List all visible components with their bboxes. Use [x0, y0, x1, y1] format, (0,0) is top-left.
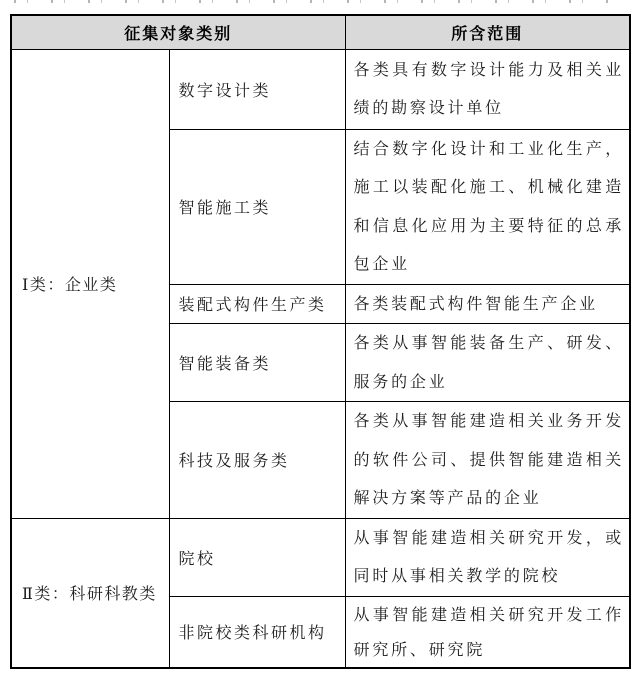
category-cell: 院校	[169, 518, 345, 596]
cutoff-text-remnant	[14, 0, 614, 3]
table-row	[11, 49, 630, 129]
scope-cell: 各类从事智能建造相关业务开发的软件公司、提供智能建造相关解决方案等产品的企业	[345, 402, 630, 519]
category-cell: 智能施工类	[169, 129, 345, 284]
scope-cell: 各类具有数字设计能力及相关业绩的勘察设计单位	[345, 49, 630, 129]
group-cell-research: Ⅱ类：科研科教类	[11, 518, 169, 668]
category-cell: 智能装备类	[169, 324, 345, 402]
header-cell-scope: 所含范围	[345, 15, 630, 49]
scope-cell: 各类从事智能装备生产、研发、服务的企业	[345, 324, 630, 402]
collection-category-table	[10, 14, 631, 669]
category-cell: 数字设计类	[169, 49, 345, 129]
table-row	[11, 518, 630, 596]
scope-cell: 从事智能建造相关研究开发工作研究所、研究院	[345, 596, 630, 668]
category-cell: 装配式构件生产类	[169, 284, 345, 324]
header-cell-category: 征集对象类别	[11, 15, 345, 49]
category-cell: 科技及服务类	[169, 402, 345, 519]
group-cell-enterprise: Ⅰ类：企业类	[11, 49, 169, 518]
scope-cell: 结合数字化设计和工业化生产，施工以装配化施工、机械化建造和信息化应用为主要特征的总承包企业	[345, 129, 630, 284]
scope-cell: 各类装配式构件智能生产企业	[345, 284, 630, 324]
scope-cell: 从事智能建造相关研究开发，或同时从事相关教学的院校	[345, 518, 630, 596]
category-cell: 非院校类科研机构	[169, 596, 345, 668]
table-header-row	[11, 15, 630, 49]
